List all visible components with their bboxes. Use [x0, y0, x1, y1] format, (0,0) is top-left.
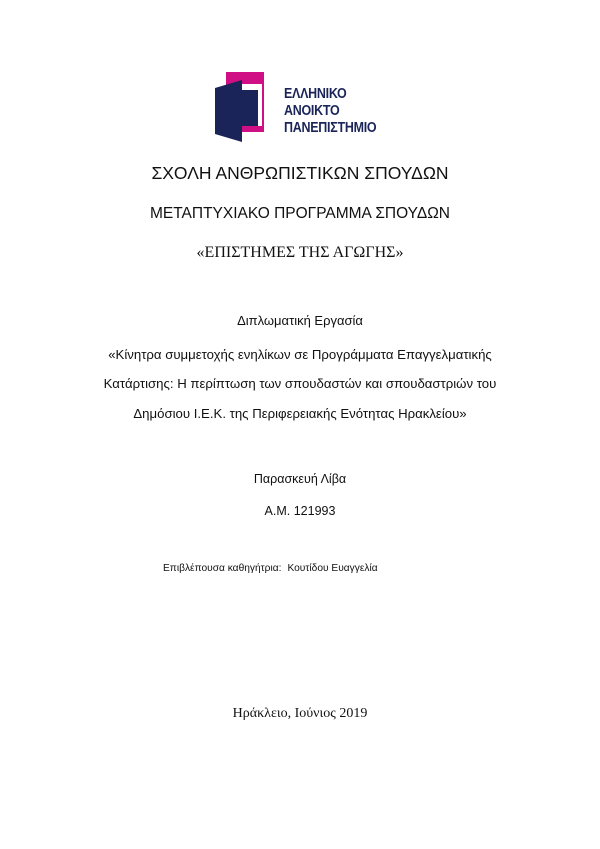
author-name: Παρασκευή Λίβα	[253, 472, 347, 486]
program-name: ΜΕΤΑΠΤΥΧΙΑΚΟ ΠΡΟΓΡΑΜΜΑ ΣΠΟΥΔΩΝ	[149, 205, 451, 222]
registration-number: Α.Μ. 121993	[264, 504, 336, 518]
thesis-type: Διπλωματική Εργασία	[237, 313, 363, 328]
place-date: Ηράκλειο, Ιούνιος 2019	[232, 706, 368, 721]
school-name: ΣΧΟΛΗ ΑΝΘΡΩΠΙΣΤΙΚΩΝ ΣΠΟΥΔΩΝ	[151, 163, 449, 183]
thesis-title-line-3: Δημόσιου Ι.Ε.Κ. της Περιφερειακής Ενότητας Ηρακλείου»	[133, 406, 467, 421]
supervisor-label: Επιβλέπουσα καθηγήτρια:	[163, 563, 282, 574]
thesis-title-line-1: «Κίνητρα συμμετοχής ενηλίκων σε Προγράμματα Επαγγελματικής	[108, 347, 492, 362]
logo-line-1: ΕΛΛΗΝΙΚΟ	[284, 86, 347, 102]
specialization-name: «ΕΠΙΣΤΗΜΕΣ ΤΗΣ ΑΓΩΓΗΣ»	[196, 244, 404, 261]
thesis-title-line-2: Κατάρτισης: Η περίπτωση των σπουδαστών και σπουδαστριών του	[103, 376, 497, 391]
supervisor-name: Κουτίδου Ευαγγελία	[287, 563, 378, 574]
logo-line-2: ΑΝΟΙΚΤΟ	[284, 103, 340, 119]
logo-wordmark	[284, 86, 376, 137]
supervisor	[163, 563, 378, 574]
university-logo	[212, 70, 412, 146]
logo-mark-icon	[212, 70, 278, 142]
logo-line-3: ΠΑΝΕΠΙΣΤΗΜΙΟ	[284, 120, 377, 136]
